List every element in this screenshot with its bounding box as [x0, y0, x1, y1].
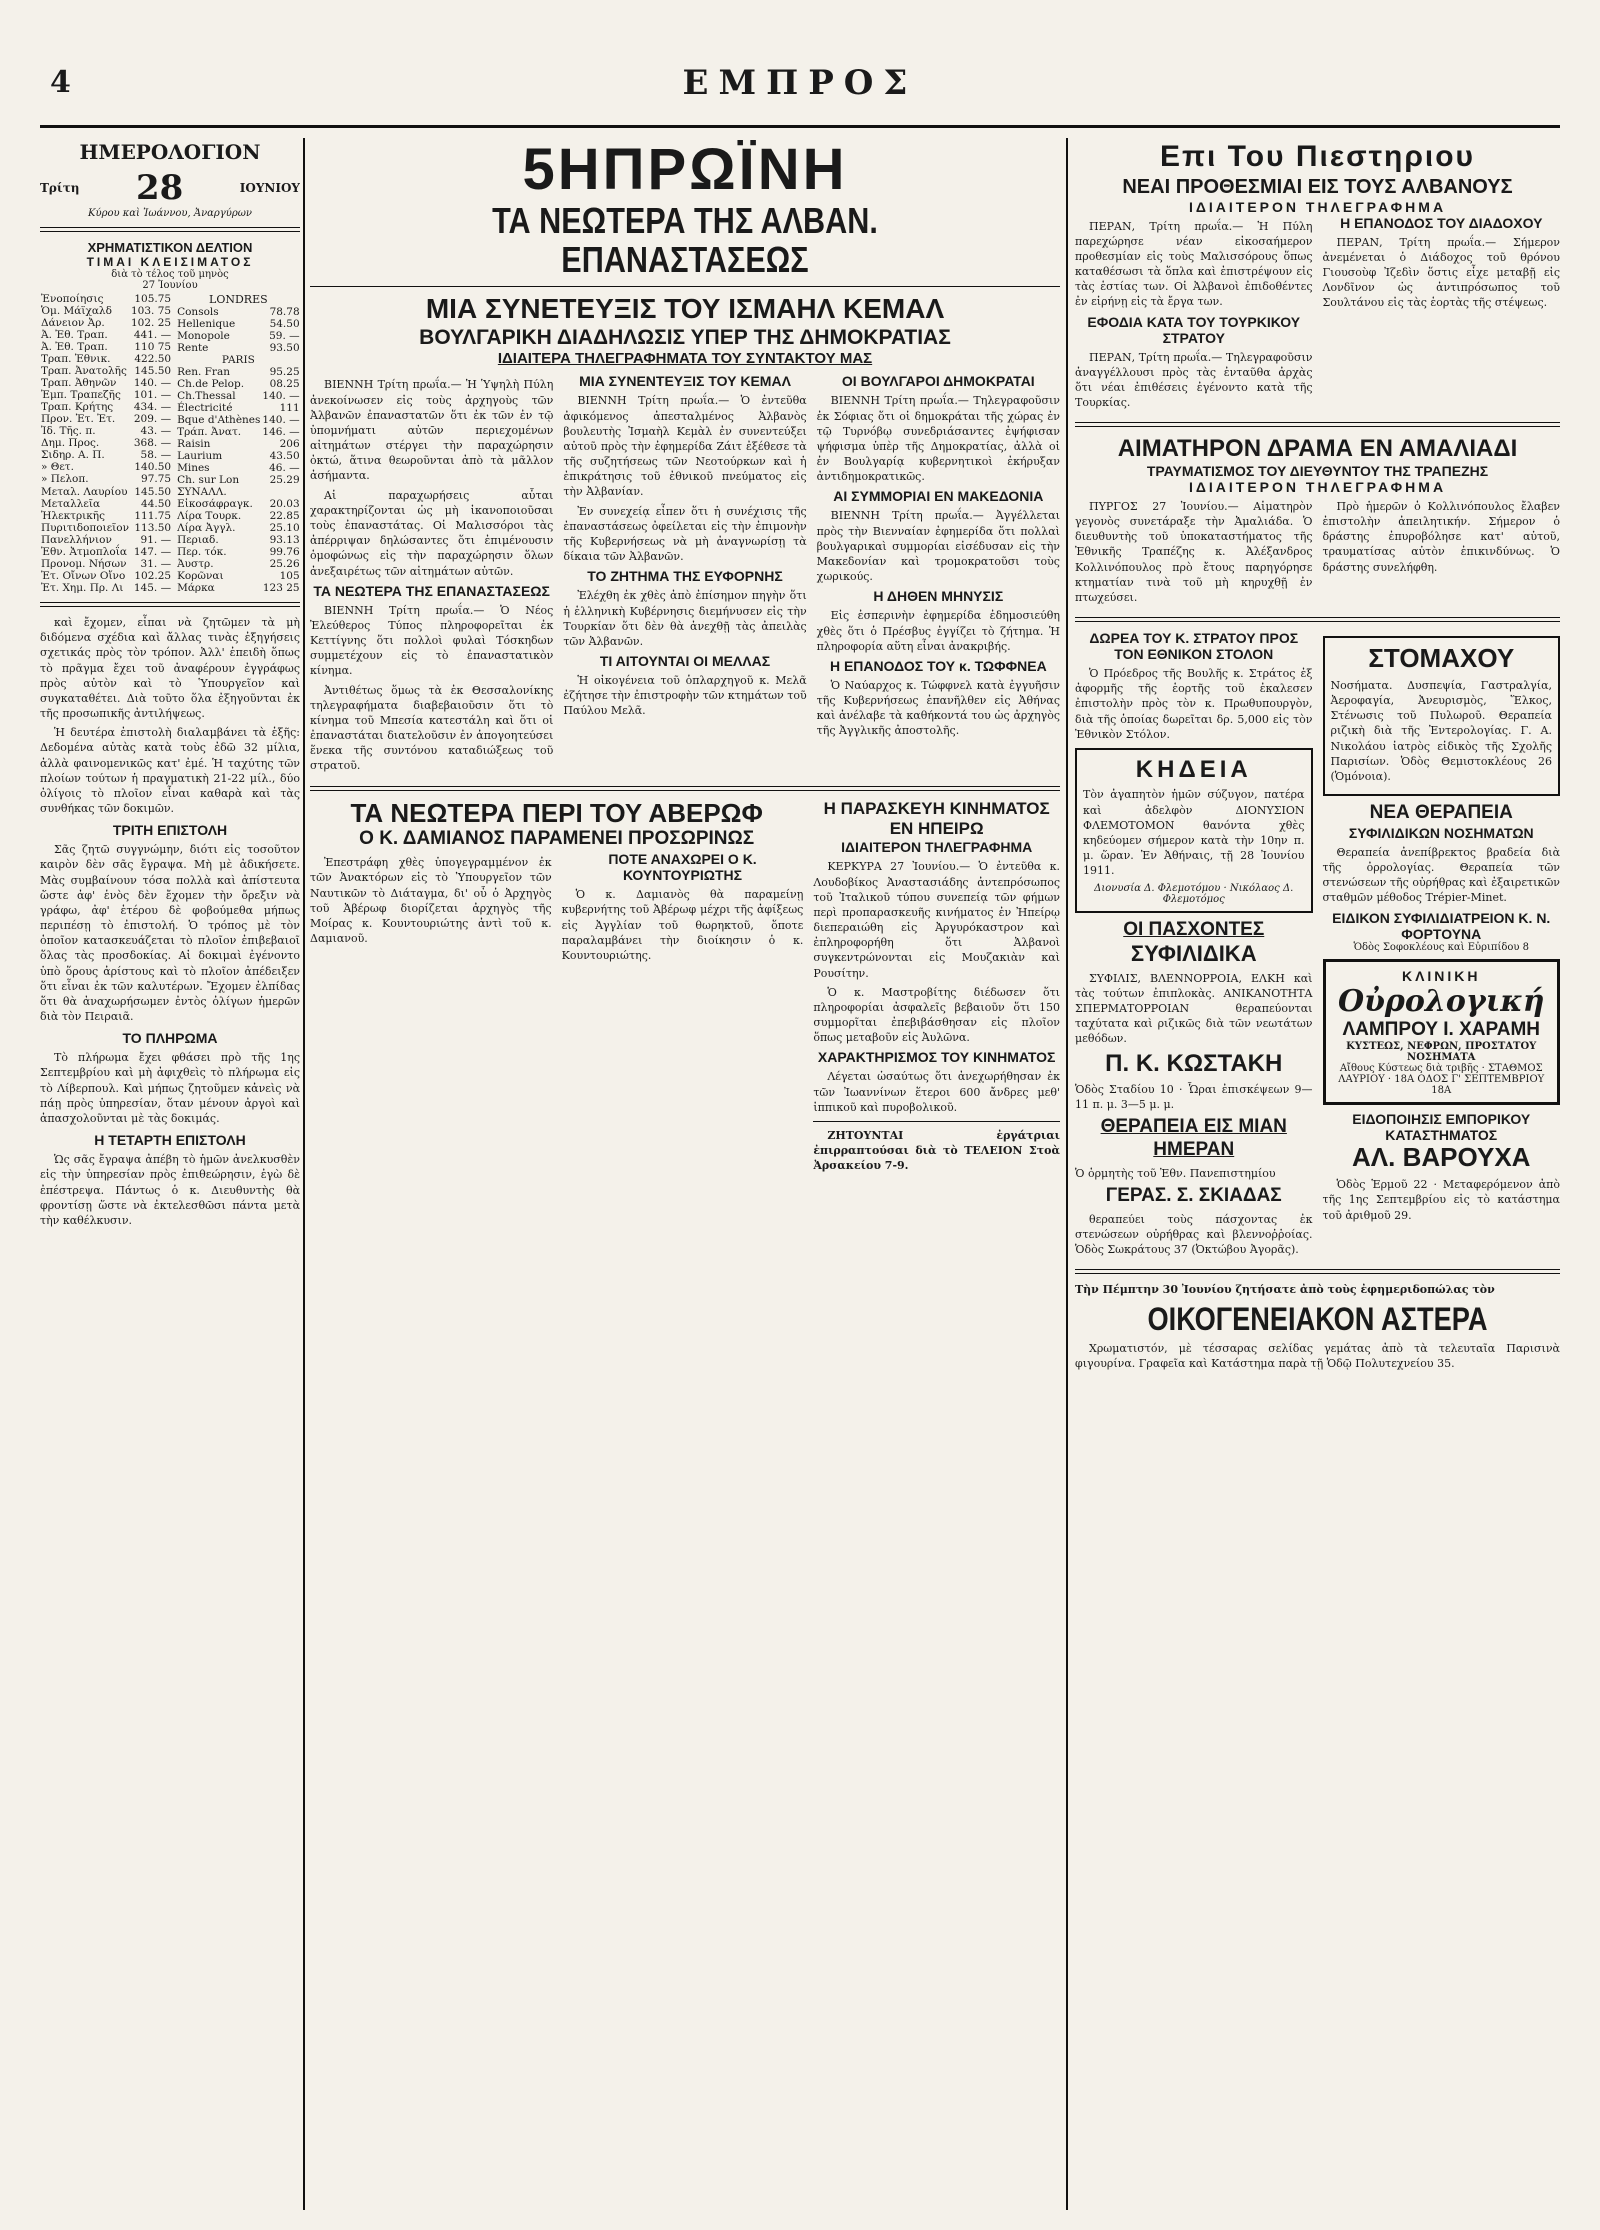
market-row: [176, 582, 300, 594]
market-value: 44.50: [141, 497, 172, 510]
clinic-ad: ΚΛΙΝΙΚΗ Οὐρολογική ΛΑΜΠΡΟΥ Ι. ΧΑΡΑΜΗ ΚΥΣΤΕΩΣ, ΝΕΦΡΩΝ, ΠΡΟΣΤΑΤΟΥ ΝΟΣΗΜΑΤΑ Αἴθους Κύστεως διὰ τριβῆς · ΣΤΑΘΜΟΣ ΛΑΥΡΙΟΥ · 18Α ΟΔΟΣ Γ' ΣΕΠΤΕΜΒΡΙΟΥ 18Α: [1323, 959, 1561, 1106]
article-paragraph: ΠΕΡΑΝ, Τρίτη πρωΐα.— Ἡ Πύλη παρεχώρησε νέαν εἰκοσαήμερον προθεσμίαν εἰς τοὺς Μαλισσόρους ὅπως καταθέσωσι τὰ ὅπλα καὶ ἐπιστρέψουν εἰς τὰς ἑστίας των. Οἱ Ἀλβανοὶ ἐπιδοθέντες ἐν εἰρήνῃ εἰς τὰ ἔργα των.: [1075, 219, 1313, 309]
market-label: Μεταλ. Λαυρίου: [41, 485, 128, 498]
section-heading: Η ΤΕΤΑΡΤΗ ΕΠΙΣΤΟΛΗ: [94, 1132, 246, 1149]
market-value: 113.50: [134, 521, 172, 534]
market-row: [176, 522, 300, 534]
article-paragraph: ΒΙΕΝΝΗ Τρίτη πρωΐα.— Ὁ Νέος Ἐλεύθερος Τύπος πληροφορεῖται ἐκ Κεττίγνης ὅτι πολλοὶ φυλαὶ Τόσκηδων συμμετέχουν εἰς τὸ ἐπαναστατικὸν κίνημα.: [310, 603, 554, 678]
market-label: Προν. Ἐτ. Ἐτ.: [41, 413, 116, 426]
market-row: [40, 522, 172, 534]
market-value: 110 75: [134, 341, 172, 354]
market-label: Τραπ. Ἀθηνῶν: [41, 377, 117, 390]
section-subheadline: ΤΡΑΥΜΑΤΙΣΜΟΣ ΤΟΥ ΔΙΕΥΘΥΝΤΟΥ ΤΗΣ ΤΡΑΠΕΖΗΣ: [1146, 462, 1489, 479]
market-label: Ἐτ. Χημ. Πρ. Λι: [41, 581, 124, 594]
article-paragraph: Αἱ παραχωρήσεις αὗται χαρακτηρίζονται ὡς μὴ ἱκανοποιοῦσαι τοὺς ἐπαναστάτας. Οἱ Μαλισσόροι τὰς ἀπέρριψαν δηλώσαντες ὅτι ἐπιμένουσιν ὁμοφώνως εἰς τὴν παραχώρησιν ὅλων ἀνεξαιρέτως τῶν αἰτημάτων αὐτῶν.: [310, 488, 554, 578]
market-value: 206: [279, 438, 300, 450]
market-row: [40, 498, 172, 510]
section-heading: ΕΦΟΔΙΑ ΚΑΤΑ ΤΟΥ ΤΟΥΡΚΙΚΟΥ ΣΤΡΑΤΟΥ: [1087, 313, 1301, 346]
market-value: 25.29: [269, 474, 300, 486]
market-row: [40, 425, 172, 437]
section-headline: Η ΠΑΡΑΣΚΕΥΗ ΚΙΝΗΜΑΤΟΣ ΕΝ ΗΠΕΙΡΩ: [823, 798, 1050, 838]
column-divider: [303, 138, 305, 2210]
market-label: Ἐθν. Ἀτμοπλοΐα: [41, 545, 127, 558]
article-paragraph: Ἐλέχθη ἐκ χθὲς ἀπὸ ἐπίσημον πηγὴν ὅτι ἡ ἑλληνικὴ Κυβέρνησις διεμήνυσεν εἰς τὴν Τουρκίαν ὅτι δὲν θὰ ἀνεχθῇ τὰς ἀπειλὰς τῶν Ἀλβανῶν.: [563, 589, 807, 648]
market-row: [176, 378, 300, 390]
column-divider: [1066, 138, 1068, 2210]
section-heading: ΤΡΙΤΗ ΕΠΙΣΤΟΛΗ: [112, 822, 228, 839]
market-value: 105.75: [134, 293, 172, 306]
market-row: [176, 402, 300, 414]
article-paragraph: ΒΙΕΝΝΗ Τρίτη πρωΐα.— Τηλεγραφοῦσιν ἐκ Σόφιας ὅτι οἱ δημοκράται τῆς χώρας ἐν τῷ Τυρνόβῳ συνεδριάσαντες ἐψήφισαν ψήφισμα ὑπὲρ τῆς Δημοκρατίας, ἀλλὰ οἱ ἐν Βουλγαρίᾳ κυβερνητικοὶ ἐκήρυξαν ἀντιδημοκρατικῶς.: [816, 394, 1060, 484]
market-row: [40, 486, 172, 498]
article-paragraph: Ὁ Πρόεδρος τῆς Βουλῆς κ. Στράτος ἐξ ἀφορμῆς τῆς ἑορτῆς τοῦ ἐκαλεσεν ἐπιστολὴν πρὸς τὸν κ. Πρωθυπουργὸν, διὰ τῆς ὁποίας δωρεῖται δρ. 5,000 εἰς τὸν Ἐθνικὸν Στόλον.: [1075, 667, 1313, 741]
market-label: Ἠλεκτρικῆς: [41, 509, 105, 522]
market-label: Εἰκοσάφραγκ.: [177, 498, 253, 510]
left-column: [40, 140, 300, 2210]
market-title: ΧΡΗΜΑΤΙΣΤΙΚΟΝ ΔΕΛΤΙΟΝ: [87, 240, 253, 255]
market-subtitle: ΤΙΜΑΙ ΚΛΕΙΣΙΜΑΤΟΣ: [86, 255, 254, 269]
ad-text: θεραπεύει τοὺς πάσχοντας ἐκ στενώσεων οὐρήθρας καὶ βλεννοῤῥοίας. Ὁδὸς Σωκράτους 37 (Ὀκτώβου Ἀγορᾶς).: [1075, 1212, 1313, 1257]
section-heading: ΤΙ ΑΙΤΟΥΝΤΑΙ ΟΙ ΜΕΛΛΑΣ: [599, 653, 771, 670]
market-value: 123 25: [262, 582, 300, 594]
market-row: [40, 570, 172, 582]
article-paragraph: Ἀντιθέτως ὅμως τὰ ἐκ Θεσσαλονίκης τηλεγραφήματα διαβεβαιοῦσιν ὅτι τὸ κίνημα τοῦ Μπεσία κατεστάλη καὶ ὅτι οἱ ἐπαναστάται διατελοῦσιν ἐν ἀπογοητεύσει ἕνεκα τῆς συντόνου καταδιώξεως τοῦ στρατοῦ.: [310, 683, 554, 773]
market-value: 101. —: [133, 389, 172, 402]
market-row: [176, 570, 300, 582]
market-label: Ἰδ. Τῆς. π.: [41, 425, 96, 438]
section-heading: ΤΟ ΠΛΗΡΩΜΑ: [122, 1030, 218, 1047]
article-paragraph: ΠΕΡΑΝ, Τρίτη πρωΐα.— Τηλεγραφοῦσιν ἀναγγέλλουσι πρὸς τὰς ἐνταῦθα ἀρχὰς ὅτι νέαι ἐπιθέσεις ἐγένοντο κατὰ τῆς Τουρκίας.: [1075, 350, 1313, 410]
ad-text: ΣΥΦΙΛΙΣ, ΒΛΕΝΝΟΡΡΟΙΑ, ΕΛΚΗ καὶ τὰς τούτων ἐπιπλοκὰς. ΑΝΙΚΑΝΟΤΗΤΑ ΣΠΕΡΜΑΤΟΡΡΟΙΑΝ θεραπεύονται ταχύτατα καὶ ριζικῶς διὰ τῶν νεωτάτων μεθόδων.: [1075, 971, 1313, 1046]
market-paris: PARIS: [221, 354, 255, 366]
market-label: Τραπ. Κρήτης: [41, 401, 114, 414]
masthead: [40, 55, 1560, 128]
market-label: Δάνειον Ἀρ.: [41, 317, 105, 330]
market-value: 93.50: [269, 342, 300, 354]
market-label: Περ. τόκ.: [177, 546, 227, 558]
article-paragraph: ΒΙΕΝΝΗ Τρίτη πρωΐα.— Ἡ Ὑψηλὴ Πύλη ἀνεκοίνωσεν εἰς τοὺς ἀρχηγοὺς τῶν Ἀλβανῶν ἐπαναστατῶν ὅτι ἐκ τῶν ἐν τῷ ὑπομνήματι αὐτῶν περιεχομένων αἰτημάτων στέργει τὴν παραχώρησιν ὀκτώ, ἅτινα θεωροῦνται ἀπὸ τὰ μᾶλλον ἀσήμαντα.: [310, 378, 554, 483]
article-paragraph: Ὁ Ναύαρχος κ. Τώφφνελ κατὰ ἐγγυῆσιν τῆς Κυβερνήσεως ἐπανῆλθεν εἰς Ἀθήνας καὶ ἀνέλαβε τὰ καθήκοντά του ὡς ἀρχηγὸς τῆς Ἀγγλικῆς ἀποστολῆς.: [816, 678, 1060, 738]
calendar-title: ΗΜΕΡΟΛΟΓΙΟΝ: [79, 140, 261, 164]
market-label: Ἀ. Ἐθ. Τραπ.: [41, 341, 108, 354]
market-label: Ὁμ. Μάϊχαλδ: [41, 305, 112, 318]
article-columns: [310, 373, 1060, 777]
deck-headline: ΙΔΙΑΙΤΕΡΑ ΤΗΛΕΓΡΑΦΗΜΑΤΑ ΤΟΥ ΣΥΝΤΑΚΤΟΥ ΜΑΣ: [497, 350, 873, 368]
market-table-right: [176, 306, 300, 594]
market-row: [40, 305, 172, 317]
market-label: Électricité: [177, 402, 233, 414]
market-row: [176, 498, 300, 510]
market-value: 103. 75: [131, 305, 172, 318]
market-value: 105: [279, 570, 300, 582]
ad-text: Θεραπεία ἀνεπίβρεκτος βραδεία διὰ τῆς ὀρρολογίας. Θεραπεία τῶν στενώσεων τῆς οὐρήθρας καὶ ἐξαιρετικῶν σταθμῶν μέθοδος Trépier-Minet.: [1322, 845, 1560, 905]
article-paragraph: Σᾶς ζητῶ συγγνώμην, διότι εἰς τοσοῦτον καιρὸν δὲν σᾶς ἔγραψα. Μὴ μὲ ἀδικήσετε. Μὰς συμβαίνουν τόσα πολλὰ καὶ ἀπίστευτα ὥστε ἀφ' ἑνὸς δὲν ἔχομεν τὴν ὄρεξιν νὰ γράφω, ἀφ' ἑτέρου δὲ φοβούμεθα μήπως περιπέσῃ τὸ ἐπιστολή. Ὁ τρόπος μὲ τὸν ὁποῖον κατασκευάζεται τὸ πλοῖον ἐπιβεβαιοῖ ὅλας τὰς προσδοκίας. Αἱ δοκιμαὶ ἐγένοντο ὑπὸ ὅρους ἀρίστους καὶ τὸ πλοῖον ἀπέδειξεν ὅτι εἶναι ἐκ τῶν καλυτέρων. Ἔχομεν ἐλπίδας ὅτι θὰ ἀναχωρήσωμεν ἐντὸς ὀλίγων ἡμερῶν διὰ τὸν Πειραιᾶ.: [40, 843, 300, 1024]
market-value: 368. —: [133, 437, 172, 450]
market-label: ΣΥΝΑΛΛ.: [177, 486, 227, 498]
right-column: [1075, 140, 1560, 2210]
section-headline: ΤΑ ΝΕΩΤΕΡΑ ΠΕΡΙ ΤΟΥ ΑΒΕΡΩΦ: [350, 797, 763, 828]
market-label: Περιαδ.: [177, 534, 219, 546]
market-value: 111.75: [134, 509, 172, 522]
classified-ad: ΖΗΤΟΥΝΤΑΙ ἐργάτριαι ἐπιρραπτούσαι διὰ τὸ ΤΕΛΕΙΟΝ Στοὰ Ἀρσακείου 7-9.: [813, 1128, 1060, 1173]
market-row: [176, 486, 300, 498]
stomach-ad: ΣΤΟΜΑΧΟΥ Νοσήματα. Δυσπεψία, Γαστραλγία, Ἀεροφαγία, Ἀνευρισμὸς, Ἕλκος, Στένωσις τοῦ Πυλωροῦ. Θεραπεία ριζικὴ διὰ τῆς Ἐντερολογίας. Γ. Α. Νικολάου ἰατρὸς εἰδικὸς τῆς Σχολῆς Παρισίων. Ὁδὸς Θεμιστοκλέους 26 (Ὁμόνοια).: [1323, 636, 1561, 796]
market-row: [40, 377, 172, 389]
article-paragraph: Ἐπεστράφη χθὲς ὑπογεγραμμένον ἐκ τῶν Ἀνακτόρων εἰς τὸ Ὑπουργεῖον τῶν Ναυτικῶν τὸ Διάταγμα, δι' οὗ ὁ Ἀρχηγὸς τοῦ Ἀβέρωφ διορίζεται ἀρχηγὸς τῆς Μοίρας κ. Κουντουριώτης ἀντὶ τοῦ κ. Δαμιανοῦ.: [310, 856, 552, 946]
ad-heading: Π. Κ. ΚΩΣΤΑΚΗ: [1105, 1050, 1283, 1078]
section-heading: ΜΙΑ ΣΥΝΕΝΤΕΥΞΙΣ ΤΟΥ ΚΕΜΑΛ: [579, 373, 791, 390]
market-value: 97.75: [141, 473, 172, 486]
market-label: Hellenique: [177, 318, 236, 330]
ad-heading: ΟΙ ΠΑΣΧΟΝΤΕΣ: [1123, 918, 1265, 940]
market-note: διὰ τὸ τέλος τοῦ μηνὸς: [111, 269, 229, 280]
market-label: Τράπ. Ἀνατ.: [177, 426, 242, 438]
market-value: 140. —: [262, 390, 300, 402]
market-row: [40, 293, 172, 305]
deck-headline: ΜΙΑ ΣΥΝΕΤΕΥΞΙΣ ΤΟΥ ΙΣΜΑΗΛ ΚΕΜΑΛ: [425, 293, 945, 325]
market-label: Bque d'Athènes: [177, 414, 261, 426]
market-value: 111: [279, 402, 300, 414]
market-row: [176, 438, 300, 450]
section-subheadline: ΙΔΙΑΙΤΕΡΟΝ ΤΗΛΕΓΡΑΦΗΜΑ: [1188, 478, 1447, 495]
market-label: Ἀυστρ.: [177, 558, 214, 570]
ad-heading: ΑΛ. ΒΑΡΟΥΧΑ: [1352, 1142, 1531, 1173]
market-value: 441. —: [133, 329, 172, 342]
ad-text: Ὁδὸς Σταδίου 10 · Ὧραι ἐπισκέψεων 9—11 π. μ. 3—5 μ. μ.: [1075, 1083, 1313, 1112]
market-value: 209. —: [133, 413, 172, 426]
section-heading: ΤΑ ΝΕΩΤΕΡΑ ΤΗΣ ΕΠΑΝΑΣΤΑΣΕΩΣ: [313, 582, 550, 599]
ad-heading: ΘΕΡΑΠΕΙΑ ΕΙΣ ΜΙΑΝ ΗΜΕΡΑΝ: [1100, 1116, 1287, 1161]
market-label: Λίρα Τουρκ.: [177, 510, 242, 522]
section-heading: ΔΩΡΕΑ ΤΟΥ Κ. ΣΤΡΑΤΟΥ ΠΡΟΣ ΤΟΝ ΕΘΝΙΚΟΝ ΣΤΟΛΟΝ: [1089, 630, 1299, 663]
ad-text: Χρωματιστόν, μὲ τέσσαρας σελίδας γεμάτας ἀπὸ τὰ τελευταῖα Παρισινὰ φιγουρίνα. Γραφεῖα καὶ Κατάστημα παρὰ τῇ Ὁδῷ Πολυτεχνείου 35.: [1075, 1341, 1560, 1370]
market-row: [40, 510, 172, 522]
market-value: 95.25: [269, 366, 300, 378]
deck-headline: ΒΟΥΛΓΑΡΙΚΗ ΔΙΑΔΗΛΩΣΙΣ ΥΠΕΡ ΤΗΣ ΔΗΜΟΚΡΑΤΙΑΣ: [419, 326, 951, 350]
section-subheadline: ΙΔΙΑΙΤΕΡΟΝ ΤΗΛΕΓΡΑΦΗΜΑ: [1188, 198, 1447, 215]
market-row: [40, 365, 172, 377]
market-label: Consols: [177, 306, 219, 318]
section-subheadline: ΙΔΙΑΙΤΕΡΟΝ ΤΗΛΕΓΡΑΦΗΜΑ: [841, 839, 1033, 856]
market-value: 43.50: [269, 450, 300, 462]
lower-section: [310, 799, 1060, 1178]
ad-heading: ΕΙΔΟΠΟΙΗΣΙΣ ΕΜΠΟΡΙΚΟΥ ΚΑΤΑΣΤΗΜΑΤΟΣ: [1352, 1111, 1531, 1144]
article-paragraph: Λέγεται ὡσαύτως ὅτι ἀνεχωρήθησαν ἐκ τῶν Ἰωαννίνων ἕτεροι 600 ἄνδρες μεθ' ἱππικοῦ καὶ πυροβολικοῦ.: [813, 1070, 1060, 1114]
market-row: [176, 342, 300, 354]
market-value: 146. —: [262, 426, 300, 438]
market-value: 25.26: [269, 558, 300, 570]
ad-text: Ὁδὸς Σοφοκλέους καὶ Εὐριπίδου 8: [1353, 941, 1530, 953]
market-label: Ἐτ. Οἴνων Οἴνο: [41, 569, 126, 582]
market-label: Ch.Thessal: [177, 390, 236, 402]
market-value: 25.10: [269, 522, 300, 534]
market-value: 20.03: [269, 498, 300, 510]
market-row: [40, 534, 172, 546]
market-value: 43. —: [140, 425, 172, 438]
ad-headline: ΟΙΚΟΓΕΝΕΙΑΚΟΝ ΑΣΤΕΡΑ: [1147, 1300, 1488, 1337]
article-paragraph: Ἐν συνεχείᾳ εἶπεν ὅτι ἡ συνέχισις τῆς ἐπαναστάσεως ὀφείλεται εἰς τὴν ἐπιμονὴν τῆς Κυβερνήσεως νὰ μὴ ἀναγνωρίσῃ τὰ δίκαια τῶν Ἀλβανῶν.: [563, 504, 807, 564]
market-label: Ch.de Pelop.: [177, 378, 245, 390]
market-value: 22.85: [269, 510, 300, 522]
market-label: Μεταλλεῖα: [41, 497, 101, 510]
market-row: [176, 450, 300, 462]
market-value: 422.50: [134, 353, 172, 366]
section-headline: ΑΙΜΑΤΗΡΟΝ ΔΡΑΜΑ ΕΝ ΑΜΑΛΙΑΔΙ: [1117, 435, 1518, 463]
article-paragraph: ΒΙΕΝΝΗ Τρίτη πρωΐα.— Ἀγγέλλεται πρὸς τὴν Βιενναίαν ἐφημερίδα ὅτι πολλαὶ βουλγαρικαὶ συμμορίαι εἰσέδυσαν εἰς τὴν Μακεδονίαν καὶ τρομοκρατοῦσι τοὺς χωρικούς.: [816, 509, 1060, 584]
article-paragraph: ΠΥΡΓΟΣ 27 Ἰουνίου.— Αἱματηρὸν γεγονὸς συνετάραξε τὴν Ἀμαλιάδα. Ὁ διευθυντὴς τοῦ ὑποκαταστήματος τῆς Ἐθνικῆς Τραπέζης κ. Ἀλέξανδρος Κολλινόπουλος πρὸ ἔτους παρηγόρησε κτηματίαν τινὰ τοῦ μὴ κηρυχθῇ ἐν πτωχεύσει.: [1075, 499, 1313, 604]
ad-heading: ΓΕΡΑΣ. Σ. ΣΚΙΑΔΑΣ: [1105, 1185, 1282, 1207]
market-value: 102.25: [134, 569, 172, 582]
article-paragraph: Ὁ κ. Μαστροβίτης διέδωσεν ὅτι πληροφορίαι ἀσφαλεῖς βεβαιοῦν ὅτι 150 συμμορῖται ἐπεβιβάσθησαν εἰς πλοῖον ὅπως μεταβοῦν εἰς Ἀυλῶνα.: [813, 985, 1060, 1045]
market-row: [176, 510, 300, 522]
article-paragraph: Πρὸ ἡμερῶν ὁ Κολλινόπουλος ἔλαβεν ἐπιστολὴν ἀπειλητικήν. Σήμερον ὁ δράστης ἐπυροβόλησε κατ' αὐτοῦ, τραυματίσας αὐτὸν ἐπικινδύνως. Ὁ δράστης συνελήφθη.: [1322, 499, 1560, 574]
market-label: Ἐμπ. Τραπεζῆς: [41, 389, 121, 402]
article-paragraph: ΚΕΡΚΥΡΑ 27 Ἰουνίου.— Ὁ ἐντεῦθα κ. Λουδοβίκος Ἀναστασιάδης ἀντεπρόσωπος τοῦ Ἰταλικοῦ τύπου συνεπείᾳ τῶν φήμων περὶ προπαρασκευῆς κινήματος ἐν Ἠπείρῳ διεπεραιώθη εἰς Ἀργυρόκαστρον καὶ ἐπληροφορήθη ὅτι Ἀλβανοὶ συγκεντρώνονται εἰς Μουζακιὰν καὶ Ρουσίτην.: [813, 860, 1060, 980]
market-row: [40, 437, 172, 449]
market-value: 93.13: [269, 534, 300, 546]
market-row: [176, 366, 300, 378]
market-label: Προνομ. Νήσων: [41, 557, 127, 570]
market-value: 145. —: [133, 581, 172, 594]
article-paragraph: ΠΕΡΑΝ, Τρίτη πρωΐα.— Σήμερον ἀνεμένεται ὁ Διάδοχος τοῦ θρόνου Γιουσοὺφ Ἰζεδὶν ὅστις εἶχε μεταβῇ εἰς Λονδῖνον ὡς ἀντιπρόσωπος τοῦ Σουλτάνου εἰς τὰς ἑορτὰς τῆς στέψεως.: [1322, 235, 1560, 310]
market-value: 140.50: [134, 461, 172, 474]
market-value: 434. —: [133, 401, 172, 414]
market-value: 78.78: [269, 306, 300, 318]
market-row: [40, 317, 172, 329]
market-row: [40, 353, 172, 365]
market-label: Πανελλήνιον: [41, 533, 112, 546]
edition-kicker: 5ΗΠΡΩΪΝΗ: [522, 140, 848, 202]
market-value: 08.25: [269, 378, 300, 390]
market-date: 27 Ἰουνίου: [142, 280, 198, 291]
market-value: 58. —: [140, 449, 172, 462]
section-heading: ΠΟΤΕ ΑΝΑΧΩΡΕΙ Ο Κ. ΚΟΥΝΤΟΥΡΙΩΤΗΣ: [608, 851, 757, 884]
market-label: Raisin: [177, 438, 211, 450]
market-label: Rente: [177, 342, 209, 354]
section-subheadline: Ο Κ. ΔΑΜΙΑΝΟΣ ΠΑΡΑΜΕΝΕΙ ΠΡΟΣΩΡΙΝΩΣ: [359, 828, 755, 850]
market-row: [40, 558, 172, 570]
market-value: 46. —: [269, 462, 300, 474]
section-heading: ΤΟ ΖΗΤΗΜΑ ΤΗΣ ΕΥΦΟΡΝΗΣ: [587, 568, 783, 585]
market-value: [261, 486, 300, 498]
market-row: [176, 426, 300, 438]
market-row: [176, 474, 300, 486]
newspaper-title: ΕΜΠΡΟΣ: [682, 63, 918, 103]
market-row: [40, 389, 172, 401]
market-label: Ch. sur Lon: [177, 474, 240, 486]
market-label: Κορῶναι: [177, 570, 224, 582]
market-label: Λίρα Ἀγγλ.: [177, 522, 236, 534]
market-row: [176, 330, 300, 342]
market-value: 145.50: [134, 485, 172, 498]
section-heading: ΟΙ ΒΟΥΛΓΑΡΟΙ ΔΗΜΟΚΡΑΤΑΙ: [841, 373, 1035, 390]
market-value: 31. —: [140, 557, 172, 570]
market-table: [40, 293, 300, 594]
market-row: [40, 401, 172, 413]
article-paragraph: καὶ ἔχομεν, εἶπαι νὰ ζητῶμεν τὰ μὴ διδόμενα σχέδια καὶ ἄλλας τινὰς ἐξηγήσεις σχετικάς πρὸς τὸν τρόπον. Ἀλλ' ἐπειδὴ ὅπως τὸ πρᾶγμα ἔχει τοῦ ἀναφέρουν ἐγγράφως πρὸς αὐτὸν καὶ τὸ Ὑπουργεῖον καὶ συγκαταθέτει. Διὰ τοῦτο ὅλα ἐξηγοῦνται ἐκ τῆς προσωπικῆς ἀντιλήψεως.: [40, 616, 300, 721]
section-heading: Η ΔΗΘΕΝ ΜΗΝΥΣΙΣ: [873, 588, 1004, 605]
market-row: [40, 461, 172, 473]
section-heading: Η ΕΠΑΝΟΔΟΣ ΤΟΥ ΔΙΑΔΟΧΟΥ: [1340, 214, 1543, 231]
market-label: Monopole: [177, 330, 230, 342]
market-value: 147. —: [133, 545, 172, 558]
ad-heading: ΣΥΦΙΛΙΔΙΚΩΝ ΝΟΣΗΜΑΤΩΝ: [1348, 824, 1534, 841]
ad-heading: ΕΙΔΙΚΟΝ ΣΥΦΙΛΙΔΙΑΤΡΕΙΟΝ Κ. Ν. ΦΟΡΤΟΥΝΑ: [1332, 909, 1551, 942]
market-row: [40, 546, 172, 558]
market-label: » Θετ.: [41, 461, 74, 474]
market-row: [40, 582, 172, 594]
ad-text: Ὁδὸς Ἑρμοῦ 22 · Μεταφερόμενον ἀπὸ τῆς 1ης Σεπτεμβρίου εἰς τὸ κατάστημα τοῦ ἀριθμοῦ 29.: [1322, 1178, 1560, 1222]
market-row: [40, 329, 172, 341]
article-paragraph: Ὁ κ. Δαμιανὸς θὰ παραμείνῃ κυβερνήτης τοῦ Ἀβέρωφ μέχρι τῆς ἀφίξεως εἰς Ἀγγλίαν τοῦ θωρηκτοῦ, ὅποτε παραλαμβάνει τὴν διοίκησιν ὁ κ. Κουντουριώτης.: [561, 888, 804, 962]
market-london: LONDRES: [209, 293, 268, 306]
ad-heading: ΝΕΑ ΘΕΡΑΠΕΙΑ: [1369, 802, 1513, 824]
market-row: [40, 413, 172, 425]
page-number: 4: [50, 65, 71, 100]
market-row: [176, 414, 300, 426]
calendar-date: Τρίτη 28 ΙΟΥΝΙΟΥ: [40, 168, 300, 208]
market-row: [176, 546, 300, 558]
market-row: [176, 390, 300, 402]
market-row: [40, 341, 172, 353]
calendar-saint: Κύρου καὶ Ἰωάννου, Ἀναργύρων: [88, 208, 252, 219]
market-label: Ἀ. Ἐθ. Τραπ.: [41, 329, 108, 342]
market-row: [176, 306, 300, 318]
market-value: 102. 25: [131, 317, 172, 330]
market-table-left: [40, 293, 172, 594]
market-label: Laurium: [177, 450, 223, 462]
market-label: Τραπ. Ἀνατολῆς: [41, 365, 127, 378]
article-paragraph: ΒΙΕΝΝΗ Τρίτη πρωΐα.— Ὁ ἐντεῦθα ἀφικόμενος ἀπεσταλμένος Ἀλβανὸς βουλευτὴς Ἰσμαὴλ Κεμὰλ ἐν συνεντεύξει αὐτοῦ πρὸς τὴν ἐφημερίδα Ζάιτ ἐξέθεσε τὰ τῆς συζητήσεως τῶν Νεοτούρκων καὶ ἡ ἐπικράτησις τοῦ ἐθνικοῦ πνεύματος εἰς τὴν Ἀλβανίαν.: [563, 394, 807, 499]
main-headline: ΤΑ ΝΕΩΤΕΡΑ ΤΗΣ ΑΛΒΑΝ. ΕΠΑΝΑΣΤΑΣΕΩΣ: [492, 199, 878, 281]
section-heading: ΧΑΡΑΚΤΗΡΙΣΜΟΣ ΤΟΥ ΚΙΝΗΜΑΤΟΣ: [817, 1049, 1056, 1066]
center-column: [310, 140, 1060, 2210]
article-paragraph: Τὸ πλήρωμα ἔχει φθάσει πρὸ τῆς 1ης Σεπτεμβρίου καὶ μὴ ἀφιχθεὶς τὸ πλήρωμα εἰς τὸ Λίβερπουλ. Καὶ μήπως ζητοῦμεν κἀνεὶς νὰ πάῃ πρὸς ὑπηρεσίαν, ὅταν μένουν ἀργοὶ καὶ ἀπασχολοῦνται μὲ τὰς δοκιμάς.: [40, 1051, 300, 1125]
market-row: [176, 558, 300, 570]
market-value: 99.76: [269, 546, 300, 558]
market-row: [176, 318, 300, 330]
article-paragraph: Ὡς σᾶς ἔγραψα ἀπέβη τὸ ἡμῶν ἀνελκυσθὲν εἰς τὴν ὑπηρεσίαν πρὸς ἐπιθεώρησιν, ἐγὼ δὲ ἐπέστρεψα. Πάντως ὁ κ. Διευθυντὴς θὰ φροντίσῃ ὥστε νὰ ἐκτελεσθῶσι πάντα μετὰ τὴν καθέλκυσιν.: [40, 1153, 300, 1227]
market-value: 140. —: [262, 414, 300, 426]
market-label: Ἐνοποίησις: [41, 293, 104, 306]
market-row: [176, 534, 300, 546]
section-heading: Η ΕΠΑΝΟΔΟΣ ΤΟΥ κ. ΤΩΦΦΝΕΑ: [829, 657, 1047, 674]
market-label: Ren. Fran: [177, 366, 230, 378]
market-label: Mines: [177, 462, 210, 474]
section-headline: Επι Του Πιεστηριου: [1159, 140, 1476, 173]
ad-heading: ΣΥΦΙΛΙΔΙΚΑ: [1130, 941, 1257, 967]
market-value: 91. —: [140, 533, 172, 546]
market-label: Τραπ. Ἐθνικ.: [41, 353, 111, 366]
ad-text: Ὁ ὁρμητὴς τοῦ Ἐθν. Πανεπιστημίου: [1075, 1166, 1276, 1180]
section-heading: ΑΙ ΣΥΜΜΟΡΙΑΙ ΕΝ ΜΑΚΕΔΟΝΙΑ: [833, 488, 1044, 505]
article-paragraph: Εἰς ἐσπερινὴν ἐφημερίδα ἐδημοσιεύθη χθὲς ὅτι ὁ Πρέσβυς ἐγγίζει τὸ ζήτημα. Ἡ πληροφορία αὕτη εἶναι ἀνακριβής.: [816, 609, 1060, 653]
article-paragraph: Ἡ δευτέρα ἐπιστολὴ διαλαμβάνει τὰ ἑξῆς: Δεδομένα αὐτὰς κατὰ τοὺς ἐδῶ 32 μίλια, ἀλλὰ φαινομενικῶς κατ' ἐμέ. Ἡ ταχύτης τῶν πλοίων τούτων ἡ πραγματικὴ 21-22 μίλ., δύο ὀλίγοις τὸ πλοῖον εἶναι καθαρὰ καὶ τὰς συνθήκας τῶν δοκιμῶν.: [40, 726, 300, 816]
ad-text: Τὴν Πέμπτην 30 Ἰουνίου ζητήσατε ἀπὸ τοὺς ἐφημεριδοπώλας τὸν: [1075, 1283, 1495, 1297]
market-value: 54.50: [269, 318, 300, 330]
market-label: » Πελοπ.: [41, 473, 89, 486]
market-label: Δημ. Προς.: [41, 437, 100, 450]
market-row: [40, 473, 172, 485]
market-row: [176, 462, 300, 474]
funeral-notice: ΚΗΔΕΙΑ Τὸν ἀγαπητὸν ἡμῶν σύζυγον, πατέρα καὶ ἀδελφὸν ΔΙΟΝΥΣΙΟΝ ΦΛΕΜΟΤΟΜΟΝ θανόντα χθὲς κηδεύομεν σήμερον κατὰ τὴν 10ην π. μ. ὥραν. Ἐν Ἀθήναις, τῇ 28 Ἰουνίου 1911. Διονυσία Δ. Φλεμοτόμου · Νικόλαος Δ. Φλεμοτόμος: [1075, 748, 1313, 913]
market-value: 59. —: [269, 330, 300, 342]
article-paragraph: Ἡ οἰκογένεια τοῦ ὁπλαρχηγοῦ κ. Μελᾶ ἐζήτησε τὴν ἐπιστροφὴν τῶν κτημάτων τοῦ Παύλου Μελᾶ.: [563, 674, 807, 718]
market-row: [40, 449, 172, 461]
market-value: 140. —: [133, 377, 172, 390]
section-headline: ΝΕΑΙ ΠΡΟΘΕΣΜΙΑΙ ΕΙΣ ΤΟΥΣ ΑΛΒΑΝΟΥΣ: [1122, 175, 1513, 198]
market-label: Πυριτιδοποιεῖον: [41, 521, 129, 534]
market-label: Μάρκα: [177, 582, 215, 594]
market-label: Σιδηρ. Α. Π.: [41, 449, 105, 462]
market-value: 145.50: [134, 365, 172, 378]
